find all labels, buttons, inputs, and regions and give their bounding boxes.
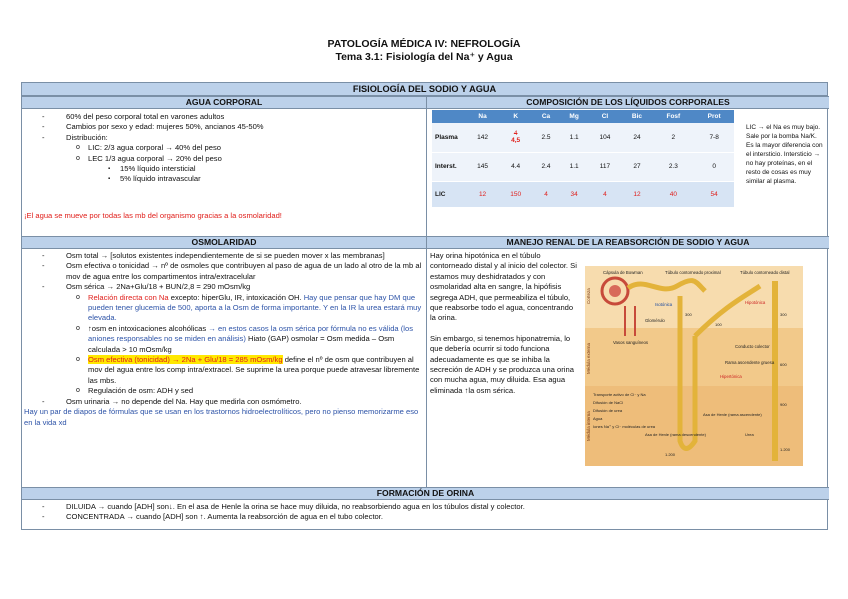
row-label: Plasma [432, 123, 466, 152]
osmolaridad-header: OSMOLARIDAD [22, 236, 426, 249]
conducto-label: Conducto colector [735, 344, 770, 349]
osm-efectiva-item: - Osm efectiva o tonicidad → nº de osmoles que contribuyen al paso de agua de un lado al otro de la mb al mov de agua entre los compartimentos intra/extracelular [22, 261, 424, 282]
diluida-item: - DILUIDA → cuando [ADH] son↓. En el asa de Henle la orina se hace muy diluida, no reabsorbiendo agua en los túbulos distal y colector. [22, 502, 827, 512]
alcohol-blue: → en estos casos la osm sérica por fórmula no es válida (los aniones responsables no se miden en análisis) [88, 323, 413, 344]
osm-1200a: 1.200 [665, 452, 676, 457]
glomerulo-label: Glomérulo [645, 318, 665, 323]
table-cell: 104 [588, 123, 621, 152]
corteza-label: Corteza [586, 288, 591, 304]
efectiva-tail: define el nº de osm que contribuyen al mov del agua entre los comp intra/extracel. Se suprime la urea porque puede atravesar libremente las mbs. [88, 355, 420, 385]
nephron-diagram [585, 266, 803, 466]
legend-1: Transporte activo de Cl⁻ y Na [593, 392, 646, 397]
medula-ext-label: Médula externa [586, 342, 591, 374]
table-cell: 2.3 [652, 152, 694, 181]
agua-item: - Distribución: [22, 133, 426, 143]
col-header: Cl [588, 110, 621, 123]
legend-5: Iones Na⁺ y Cl⁻ moléculas de urea [593, 424, 656, 429]
table-cell: 2.4 [532, 152, 560, 181]
formacion-section [22, 502, 827, 523]
document-title [0, 38, 848, 64]
manejo-paragraph-2: Sin embargo, si tenemos hiponatremia, lo que debería ocurrir si todo funciona adecuadamente es que se inhiba la secreción de ADH y se produzca una orina con mucha agua, muy diluida. Esa agua eliminada ↑la osm sérica. [430, 333, 574, 395]
cortex-region [585, 266, 803, 328]
osm-900: 900 [780, 402, 787, 407]
composition-header-row [432, 110, 734, 123]
table-cell: 4 [532, 181, 560, 207]
k-corrected-value: 4,5 [511, 137, 521, 145]
agua-corporal-section [22, 112, 426, 185]
col-header: Fosf [652, 110, 694, 123]
col-header [432, 110, 466, 123]
column-divider [426, 96, 427, 487]
regulacion-item: o Regulación de osm: ADH y sed [22, 386, 424, 396]
table-cell: 145 [466, 152, 499, 181]
relacion-black: excepto: hiperGlu, IR, intoxicación OH. [168, 292, 302, 302]
legend-3: Difusión de urea [593, 408, 623, 413]
course-title: PATOLOGÍA MÉDICA IV: NEFROLOGÍA [327, 38, 521, 50]
col-header: K [499, 110, 532, 123]
table-row [432, 181, 734, 207]
agua-subsubitem: ▪ 15% líquido intersticial [22, 164, 426, 174]
composition-table [432, 110, 734, 208]
osm-300b: 300 [780, 312, 787, 317]
alcohol-black: ↑osm en intoxicaciones alcohólicas [88, 323, 207, 333]
table-cell: 2.5 [532, 123, 560, 152]
composition-note: LIC → el Na es muy bajo. Sale por la bomba Na/K. Es la mayor diferencia con el intersticio. Intersticio → no hay proteínas, en el resto de cosas es muy similar al plasma. [746, 124, 823, 185]
osm-300a: 300 [685, 312, 692, 317]
agua-item: - 60% del peso corporal total en varones adultos [22, 112, 426, 122]
alcohol-item [22, 324, 424, 355]
table-cell: 1.1 [560, 123, 589, 152]
table-cell: 150 [499, 181, 532, 207]
alcohol-tail: Hiato (GAP) osmolar = Osm medida – Osm calculada > 10 mOsm/kg [88, 334, 395, 354]
table-cell: 27 [622, 152, 653, 181]
isotonica-label: Isotónica [655, 302, 673, 307]
table-cell: 142 [466, 123, 499, 152]
efectiva-highlight: Osm efectiva (tonicidad) → 2Na + Glu/18 = 285 mOsm/kg [88, 355, 283, 365]
agua-subsubitem: ▪ 5% líquido intravascular [22, 174, 426, 184]
row-label: LIC [432, 181, 466, 207]
osm-600: 600 [780, 362, 787, 367]
agua-item: - Cambios por sexo y edad: mujeres 50%, ancianos 45-50% [22, 122, 426, 132]
hipertonica-label: Hipertónica [720, 374, 742, 379]
k-struck-value: 4 [513, 130, 518, 138]
formulas-note: Hay un par de diapos de fórmulas que se usan en los trastornos hidroelectrolíticos, pero no pienso memorizarme eso en la vida xd [24, 407, 419, 427]
medula-int-label: Médula interna [586, 411, 591, 441]
table-cell: 4.4 [499, 152, 532, 181]
tcp-label: Túbulo contorneado proximal [665, 270, 721, 275]
row-label: Interst. [432, 152, 466, 181]
urea-label: Urea [745, 432, 754, 437]
table-cell: 40 [652, 181, 694, 207]
tcd-label: Túbulo contorneado distal [740, 270, 790, 275]
concentrada-item: - CONCENTRADA → cuando [ADH] son ↑. Aumenta la reabsorción de agua en el tubo colector. [22, 512, 827, 522]
table-cell: 4 [588, 181, 621, 207]
manejo-paragraph-1: Hay orina hipotónica en el túbulo contorneado distal y al inicio del colector. Si estamos muy deshidratados y con osmolaridad alta en sangre, la hipófisis segrega ADH, que permeabiliza el túbulo, que reabsorbe todo el agua, concentrando la orina. [430, 251, 577, 323]
manejo-section [430, 251, 580, 396]
vasos-label: Vasos sanguíneos [613, 340, 649, 345]
table-row [432, 152, 734, 181]
glomerulus-core [609, 285, 621, 297]
osmolaridad-section [22, 251, 424, 428]
table-cell: 1.1 [560, 152, 589, 181]
table-cell: 7-8 [694, 123, 734, 152]
capsula-label: Cápsula de Bowman [603, 270, 643, 275]
urinaria-item: - Osm urinaria → no depende del Na. Hay que medirla con osmómetro. [22, 397, 424, 407]
table-cell: 12 [466, 181, 499, 207]
manejo-header: MANEJO RENAL DE LA REABSORCIÓN DE SODIO Y AGUA [427, 236, 829, 249]
table-cell: 12 [622, 181, 653, 207]
table-cell: 54 [694, 181, 734, 207]
rama-asc-label: Rama ascendente gruesa [725, 360, 775, 365]
col-header: Mg [560, 110, 589, 123]
main-title-band: FISIOLOGÍA DEL SODIO Y AGUA [22, 83, 827, 96]
osm-1200b: 1.200 [780, 447, 791, 452]
agua-corporal-header: AGUA CORPORAL [22, 96, 426, 109]
col-header: Ca [532, 110, 560, 123]
hipotonica-label: Hipotónica [745, 300, 766, 305]
composicion-header: COMPOSICIÓN DE LOS LÍQUIDOS CORPORALES [427, 96, 829, 109]
osmolaridad-note: ¡El agua se mueve por todas las mb del organismo gracias a la osmolaridad! [24, 211, 282, 220]
table-cell: 117 [588, 152, 621, 181]
asa-asc-label: Asa de Henle (rama ascendente) [703, 412, 762, 417]
table-cell: 2 [652, 123, 694, 152]
agua-subitem: o LEC 1/3 agua corporal → 20% del peso [22, 154, 426, 164]
osm-total-item: - Osm total → [solutos existentes independientemente de si se pueden mover x las membranas] [22, 251, 424, 261]
table-cell: 24 [622, 123, 653, 152]
asa-desc-label: Asa de Henle (rama descendente) [645, 432, 706, 437]
col-header: Bic [622, 110, 653, 123]
table-row [432, 123, 734, 152]
topic-subtitle: Tema 3.1: Fisiología del Na⁺ y Agua [335, 51, 513, 63]
legend-2: Difusión de NaCl [593, 400, 624, 405]
relacion-blue: Hay que pensar que hay DM que pueden tener glucemia de 500, aporta a la Osm de forma importante. Y en la IR la urea estará muy elevada. [88, 292, 422, 323]
osm-serica-item: - Osm sérica → 2Na+Glu/18 + BUN/2,8 = 290 mOsm/kg [22, 282, 424, 292]
relacion-red: Relación directa con Na [88, 292, 169, 302]
relacion-item [22, 293, 424, 324]
efectiva-item [22, 355, 424, 386]
legend-4: Agua [593, 416, 603, 421]
osm-100: 100 [715, 322, 722, 327]
col-header: Na [466, 110, 499, 123]
k-cell [499, 123, 532, 152]
formacion-header: FORMACIÓN DE ORINA [22, 487, 829, 500]
agua-subitem: o LIC: 2/3 agua corporal → 40% del peso [22, 143, 426, 153]
col-header: Prot [694, 110, 734, 123]
table-cell: 0 [694, 152, 734, 181]
main-table [21, 82, 828, 530]
table-cell: 34 [560, 181, 589, 207]
